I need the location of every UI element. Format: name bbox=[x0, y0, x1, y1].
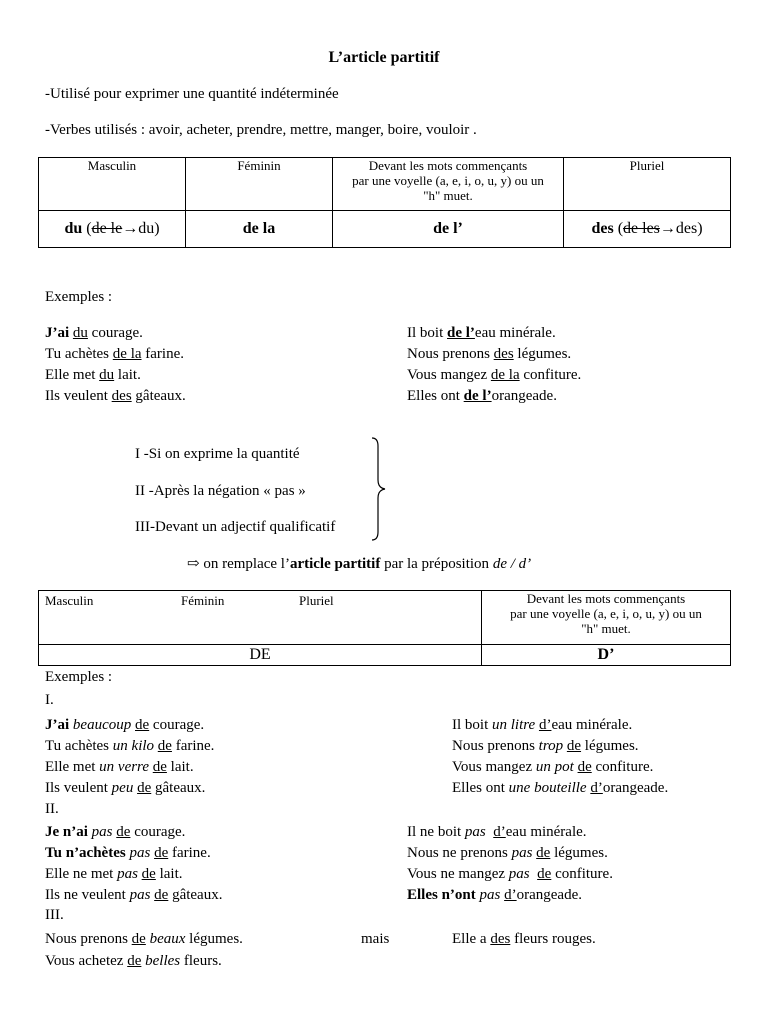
result-bold: article partitif bbox=[289, 556, 381, 572]
example-left-1 bbox=[45, 326, 143, 341]
preposition: de bbox=[577, 759, 592, 775]
subject: Elle met bbox=[45, 759, 100, 775]
preposition: de bbox=[137, 780, 152, 796]
adjective: beaux bbox=[149, 931, 186, 947]
cell-de-l: de l’ bbox=[333, 211, 564, 248]
subject: J’ai bbox=[45, 325, 70, 341]
preposition: de bbox=[152, 759, 167, 775]
example-ii-left-3 bbox=[45, 867, 183, 882]
article-du: du bbox=[64, 220, 83, 237]
subject: Nous prenons bbox=[407, 346, 494, 362]
noun: courage. bbox=[130, 824, 186, 840]
example-right-4 bbox=[407, 389, 557, 404]
noun: eau minérale. bbox=[505, 824, 587, 840]
noun: orangeade. bbox=[491, 388, 557, 404]
header-group bbox=[39, 591, 482, 645]
article: des bbox=[490, 931, 511, 947]
noun: gâteaux. bbox=[168, 887, 223, 903]
example-i-left-1 bbox=[45, 718, 204, 733]
example-i-right-3 bbox=[452, 760, 653, 775]
subject: Il ne boit bbox=[407, 824, 465, 840]
preposition: d’ bbox=[538, 717, 552, 733]
header-vowel-line1: Devant les mots commençants bbox=[526, 591, 686, 606]
subject: Tu achètes bbox=[45, 346, 113, 362]
example-left-3 bbox=[45, 368, 141, 383]
article-des: des bbox=[591, 220, 614, 237]
preposition: de bbox=[537, 866, 552, 882]
intro-usage: -Utilisé pour exprimer une quantité indéterminée bbox=[45, 86, 339, 102]
noun: lait. bbox=[114, 367, 141, 383]
negation: pas bbox=[511, 845, 533, 861]
noun: légumes. bbox=[185, 931, 243, 947]
noun: courage. bbox=[87, 325, 143, 341]
subject: Tu n’achètes bbox=[45, 845, 126, 861]
negation: pas bbox=[479, 887, 501, 903]
quantity: une bouteille bbox=[508, 780, 587, 796]
noun: eau minérale. bbox=[551, 717, 633, 733]
preposition-table bbox=[38, 590, 731, 666]
subject: Tu achètes bbox=[45, 738, 113, 754]
header-vowel-line3: "h" muet. bbox=[423, 188, 473, 203]
noun: lait. bbox=[166, 759, 194, 775]
article: des bbox=[493, 346, 514, 362]
noun: gâteaux. bbox=[151, 780, 206, 796]
example-i-right-1 bbox=[452, 718, 632, 733]
negation: pas bbox=[117, 866, 138, 882]
noun: fleurs. bbox=[180, 953, 222, 969]
example-ii-right-3 bbox=[407, 867, 613, 882]
contraction-du: du) bbox=[138, 220, 160, 237]
result-text: on remplace l’ bbox=[199, 556, 290, 572]
noun: courage. bbox=[149, 717, 205, 733]
example-iii-right-1 bbox=[452, 932, 596, 947]
noun: gâteaux. bbox=[131, 388, 186, 404]
subject: Elle a bbox=[452, 931, 491, 947]
example-left-4 bbox=[45, 389, 186, 404]
example-right-2 bbox=[407, 347, 571, 362]
examples-heading-2: Exemples : bbox=[45, 669, 113, 685]
subject: Ils veulent bbox=[45, 388, 112, 404]
quantity: un pot bbox=[535, 759, 574, 775]
example-left-2 bbox=[45, 347, 184, 362]
rule-quantity: I -Si on exprime la quantité bbox=[135, 446, 300, 462]
noun: fleurs rouges. bbox=[510, 931, 596, 947]
header-plural: Pluriel bbox=[299, 593, 334, 608]
partitive-table bbox=[38, 157, 731, 248]
example-right-1 bbox=[407, 326, 556, 341]
noun: confiture. bbox=[591, 759, 654, 775]
subject: Elle ne met bbox=[45, 866, 118, 882]
example-i-left-2 bbox=[45, 739, 214, 754]
subject: Il boit bbox=[452, 717, 492, 733]
preposition: de bbox=[141, 866, 156, 882]
outline-arrow-right-icon: ⇨ bbox=[187, 556, 200, 572]
subject: Elles ont bbox=[452, 780, 509, 796]
subject: Vous mangez bbox=[452, 759, 536, 775]
noun: farine. bbox=[171, 738, 215, 754]
subject: Elles n’ont bbox=[407, 887, 476, 903]
subject: Elle met bbox=[45, 367, 100, 383]
noun: eau minérale. bbox=[474, 325, 556, 341]
noun: orangeade. bbox=[516, 887, 582, 903]
quantity: beaucoup bbox=[72, 717, 132, 733]
result-preposition: de / d’ bbox=[492, 556, 532, 572]
article: de l’ bbox=[463, 388, 492, 404]
preposition: d’ bbox=[504, 887, 517, 903]
preposition: de bbox=[566, 738, 582, 754]
subject: J’ai bbox=[45, 717, 70, 733]
subject: Nous prenons bbox=[452, 738, 539, 754]
subject: Je n’ai bbox=[45, 824, 88, 840]
article: du bbox=[72, 325, 88, 341]
paren-open: ( bbox=[613, 220, 624, 237]
header-vowel-line1: Devant les mots commençants bbox=[368, 158, 528, 173]
result-text: par la préposition bbox=[380, 556, 493, 572]
rule-adjective: III-Devant un adjectif qualificatif bbox=[135, 519, 336, 535]
rule-negation: II -Après la négation « pas » bbox=[135, 483, 306, 499]
subject: Vous ne mangez bbox=[407, 866, 509, 882]
noun: farine. bbox=[141, 346, 184, 362]
preposition: d’ bbox=[493, 824, 506, 840]
subject: Nous prenons bbox=[45, 931, 132, 947]
example-iii-left-2 bbox=[45, 954, 222, 969]
header-feminine: Féminin bbox=[181, 593, 225, 608]
noun: confiture. bbox=[551, 866, 613, 882]
cell-de-la: de la bbox=[186, 211, 333, 248]
header-vowel bbox=[482, 591, 731, 645]
example-right-3 bbox=[407, 368, 581, 383]
arrow-right-icon: → bbox=[122, 220, 139, 237]
noun: confiture. bbox=[519, 367, 582, 383]
struck-de-les: de les bbox=[623, 220, 660, 237]
quantity: peu bbox=[111, 780, 134, 796]
preposition: de bbox=[157, 738, 172, 754]
header-vowel-line3: "h" muet. bbox=[581, 621, 631, 636]
header-masculine: Masculin bbox=[45, 593, 94, 608]
example-ii-right-4 bbox=[407, 888, 582, 903]
noun: lait. bbox=[155, 866, 183, 882]
example-ii-left-2 bbox=[45, 846, 211, 861]
example-ii-right-2 bbox=[407, 846, 608, 861]
noun: légumes. bbox=[550, 845, 608, 861]
quantity: un litre bbox=[492, 717, 536, 733]
article: de la bbox=[112, 346, 142, 362]
quantity: un verre bbox=[99, 759, 149, 775]
subject: Il boit bbox=[407, 325, 447, 341]
noun: légumes. bbox=[513, 346, 572, 362]
negation: pas bbox=[508, 866, 530, 882]
example-i-right-4 bbox=[452, 781, 668, 796]
article: de l’ bbox=[447, 325, 475, 341]
cell-des bbox=[564, 211, 731, 248]
subject: Vous achetez bbox=[45, 953, 128, 969]
rule-result bbox=[187, 557, 531, 572]
subject: Vous mangez bbox=[407, 367, 491, 383]
header-feminine: Féminin bbox=[186, 158, 333, 211]
header-plural: Pluriel bbox=[564, 158, 731, 211]
header-vowel-line2: par une voyelle (a, e, i, o, u, y) ou un bbox=[510, 606, 702, 621]
quantity: trop bbox=[538, 738, 564, 754]
preposition: de bbox=[135, 717, 150, 733]
section-ii: II. bbox=[45, 801, 59, 817]
cell-de: DE bbox=[39, 645, 482, 666]
paren-open: ( bbox=[82, 220, 92, 237]
header-vowel-line2: par une voyelle (a, e, i, o, u, y) ou un bbox=[352, 173, 544, 188]
cell-du bbox=[39, 211, 186, 248]
example-i-left-3 bbox=[45, 760, 194, 775]
article: de la bbox=[490, 367, 520, 383]
adjective: belles bbox=[145, 953, 181, 969]
header-vowel bbox=[333, 158, 564, 211]
preposition: d’ bbox=[590, 780, 603, 796]
noun: légumes. bbox=[581, 738, 639, 754]
example-ii-left-1 bbox=[45, 825, 185, 840]
quantity: un kilo bbox=[112, 738, 155, 754]
struck-de-le: de le bbox=[91, 220, 123, 237]
conjunction-mais: mais bbox=[361, 931, 390, 947]
negation: pas bbox=[129, 887, 151, 903]
negation: pas bbox=[464, 824, 486, 840]
curly-brace-icon bbox=[370, 436, 390, 542]
negation: pas bbox=[91, 824, 113, 840]
page-title: L’article partitif bbox=[328, 49, 440, 66]
contraction-des: des) bbox=[675, 220, 703, 237]
article: du bbox=[99, 367, 115, 383]
examples-heading: Exemples : bbox=[45, 289, 113, 305]
example-ii-left-4 bbox=[45, 888, 222, 903]
arrow-right-icon: → bbox=[659, 220, 676, 237]
noun: farine. bbox=[168, 845, 211, 861]
preposition: de bbox=[131, 931, 146, 947]
subject: Elles ont bbox=[407, 388, 464, 404]
header-masculine: Masculin bbox=[39, 158, 186, 211]
preposition: de bbox=[116, 824, 131, 840]
subject: Nous ne prenons bbox=[407, 845, 512, 861]
subject: Ils ne veulent bbox=[45, 887, 130, 903]
preposition: de bbox=[127, 953, 142, 969]
article: des bbox=[111, 388, 132, 404]
noun: orangeade. bbox=[602, 780, 669, 796]
example-ii-right-1 bbox=[407, 825, 587, 840]
cell-d: D’ bbox=[482, 645, 731, 666]
section-i: I. bbox=[45, 692, 54, 708]
preposition: de bbox=[154, 845, 169, 861]
preposition: de bbox=[154, 887, 169, 903]
intro-verbs: -Verbes utilisés : avoir, acheter, prendre, mettre, manger, boire, vouloir . bbox=[45, 122, 477, 138]
section-iii: III. bbox=[45, 907, 64, 923]
example-i-left-4 bbox=[45, 781, 205, 796]
negation: pas bbox=[129, 845, 151, 861]
example-i-right-2 bbox=[452, 739, 639, 754]
example-iii-left-1 bbox=[45, 932, 243, 947]
subject: Ils veulent bbox=[45, 780, 112, 796]
preposition: de bbox=[536, 845, 551, 861]
